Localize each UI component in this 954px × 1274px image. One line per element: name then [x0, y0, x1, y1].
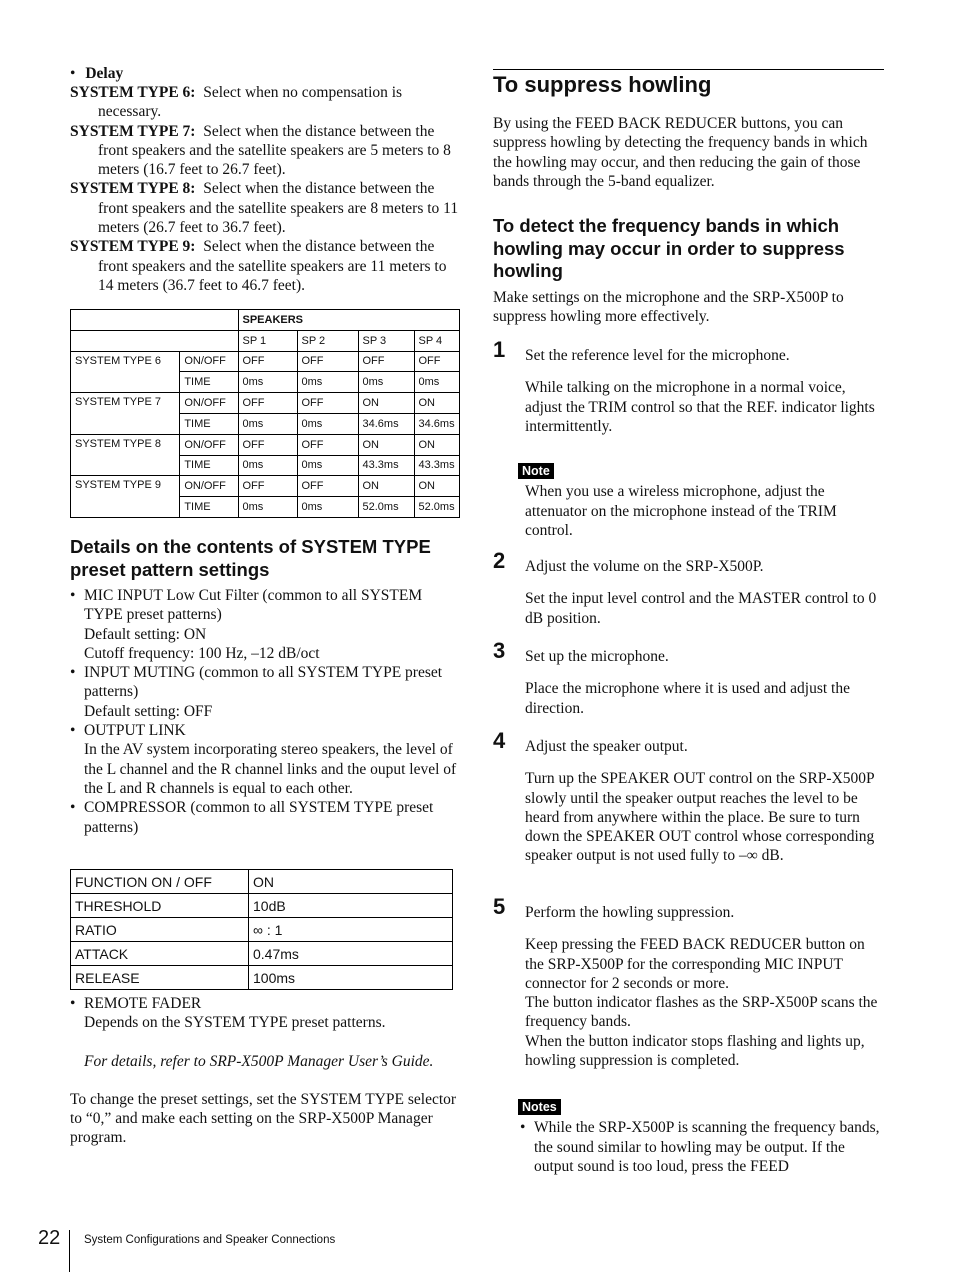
- row-label: TIME: [180, 413, 238, 434]
- delay-title: Delay: [85, 65, 124, 82]
- system-type-cell: SYSTEM TYPE 8: [71, 434, 180, 476]
- list-item: • MIC INPUT Low Cut Filter (common to all SYSTEM TYPE preset patterns) Default setting: ON Cutoff frequency: 100 Hz, –12 dB/oct: [70, 587, 423, 662]
- list-item: • While the SRP-X500P is scanning the frequency bands, the sound similar to howling may be output. If the output sound is too loud, press the FEED: [520, 1119, 880, 1175]
- table-cell: OFF: [414, 351, 460, 372]
- table-row: [71, 476, 460, 497]
- table-cell: ON: [414, 476, 460, 497]
- step-body: Set the input level control and the MASTER control to 0 dB position.: [525, 590, 877, 627]
- details-heading: [70, 536, 462, 581]
- step-title: Adjust the speaker output.: [525, 738, 688, 755]
- table-cell: ON: [358, 476, 414, 497]
- details-list: [70, 586, 462, 837]
- delay-item-6: SYSTEM TYPE 6: Select when no compensation is necessary.: [70, 84, 403, 121]
- table-row: [71, 918, 453, 942]
- system-type-cell: SYSTEM TYPE 7: [71, 393, 180, 435]
- table-cell: 0ms: [238, 372, 297, 393]
- delay-item-9: SYSTEM TYPE 9: Select when the distance between the front speakers and the satellite speakers are 11 meters to 14 meters (36.7 feet to 46.7 feet).: [70, 238, 447, 294]
- param-value: 100ms: [249, 966, 453, 990]
- details-heading-text: Details on the contents of SYSTEM TYPE preset pattern settings: [70, 536, 431, 580]
- table-row: [71, 966, 453, 990]
- note-label: Note: [518, 463, 554, 479]
- table-cell: OFF: [358, 351, 414, 372]
- table-cell: ON: [358, 393, 414, 414]
- step-number: 3: [493, 638, 506, 663]
- page-number: 22: [38, 1227, 61, 1249]
- table-cell: 0ms: [238, 455, 297, 476]
- reference-note: For details, refer to SRP-X500P Manager User’s Guide.: [84, 1052, 434, 1070]
- compressor-table: [70, 869, 453, 990]
- row-label: TIME: [180, 497, 238, 518]
- row-label: TIME: [180, 455, 238, 476]
- param-value: ∞ : 1: [249, 918, 453, 942]
- table-cell: 43.3ms: [358, 455, 414, 476]
- table-cell: 52.0ms: [414, 497, 460, 518]
- table-cell: 43.3ms: [414, 455, 460, 476]
- table-cell: 0ms: [238, 497, 297, 518]
- param-name: FUNCTION ON / OFF: [71, 870, 249, 894]
- step-body: When the button indicator stops flashing and lights up, howling suppression is completed.: [525, 1032, 865, 1070]
- param-name: RELEASE: [71, 966, 249, 990]
- param-value: 0.47ms: [249, 942, 453, 966]
- param-value: 10dB: [249, 894, 453, 918]
- step-title: Perform the howling suppression.: [525, 904, 735, 921]
- table-row: [71, 393, 460, 414]
- step-title: Set the reference level for the microphone.: [525, 347, 790, 364]
- table-cell: 52.0ms: [358, 497, 414, 518]
- step-number: 5: [493, 894, 506, 919]
- table-cell: OFF: [297, 393, 358, 414]
- table-cell: 0ms: [297, 372, 358, 393]
- table-cell: ON: [414, 434, 460, 455]
- col-header: SP 2: [297, 330, 358, 351]
- col-header: SP 3: [358, 330, 414, 351]
- table-cell: 0ms: [297, 413, 358, 434]
- step-title: Adjust the volume on the SRP-X500P.: [525, 558, 764, 575]
- subheading: To detect the frequency bands in which howling may occur in order to suppress howling: [493, 215, 845, 281]
- list-item: • OUTPUT LINK In the AV system incorporating stereo speakers, the level of the L channel and the R channel links and the ouput level of the L and R channels is equal to each other.: [70, 722, 457, 797]
- speakers-table: [70, 309, 460, 518]
- col-header: SP 1: [238, 330, 297, 351]
- row-label: TIME: [180, 372, 238, 393]
- table-cell: OFF: [297, 476, 358, 497]
- system-type-cell: SYSTEM TYPE 6: [71, 351, 180, 393]
- subintro: Make settings on the microphone and the SRP-X500P to suppress howling more effectively.: [493, 289, 844, 326]
- table-row: [71, 942, 453, 966]
- delay-item-8: SYSTEM TYPE 8: Select when the distance between the front speakers and the satellite speakers are 8 meters to 11 meters (26.7 feet to 36.7 feet).: [70, 180, 459, 237]
- step-body: Place the microphone where it is used and adjust the direction.: [525, 680, 850, 717]
- step-body: Keep pressing the FEED BACK REDUCER button on the SRP-X500P for the corresponding MIC INPUT connector for 2 seconds or more.: [525, 936, 865, 992]
- table-cell: 34.6ms: [414, 413, 460, 434]
- list-item: • INPUT MUTING (common to all SYSTEM TYPE preset patterns) Default setting: OFF: [70, 664, 443, 720]
- table-cell: ON: [358, 434, 414, 455]
- row-label: ON/OFF: [180, 351, 238, 372]
- step-number: 4: [493, 728, 506, 753]
- row-label: ON/OFF: [180, 393, 238, 414]
- notes-block: [518, 1097, 884, 1176]
- table-row: [71, 894, 453, 918]
- row-label: ON/OFF: [180, 476, 238, 497]
- table-cell: 0ms: [297, 455, 358, 476]
- param-name: THRESHOLD: [71, 894, 249, 918]
- col-header: SP 4: [414, 330, 460, 351]
- note-block: [518, 461, 884, 540]
- table-cell: 34.6ms: [358, 413, 414, 434]
- table-cell: 0ms: [297, 497, 358, 518]
- title-rule: [493, 69, 884, 70]
- speakers-rows: [71, 351, 460, 517]
- footer-section: System Configurations and Speaker Connections: [84, 1234, 336, 1246]
- change-text: To change the preset settings, set the SYSTEM TYPE selector to “0,” and make each setting on the SRP-X500P Manager program.: [70, 1090, 457, 1147]
- intro: By using the FEED BACK REDUCER buttons, you can suppress howling by detecting the frequency bands in which the howling may occur, and then reducing the gain of those bands through the 5-band equalizer.: [493, 115, 868, 190]
- table-cell: OFF: [238, 351, 297, 372]
- table-cell: OFF: [238, 434, 297, 455]
- param-value: ON: [249, 870, 453, 894]
- table-row: [71, 351, 460, 372]
- delay-items: [70, 83, 462, 295]
- delay-item-7: SYSTEM TYPE 7: Select when the distance between the front speakers and the satellite speakers are 5 meters to 8 meters (16.7 feet to 26.7 feet).: [70, 122, 451, 179]
- table-row: [71, 434, 460, 455]
- remote-fader: [70, 994, 462, 1148]
- table-cell: OFF: [238, 476, 297, 497]
- table-cell: ON: [414, 393, 460, 414]
- page-title: To suppress howling: [493, 72, 712, 97]
- note-text: When you use a wireless microphone, adjust the attenuator on the microphone instead of the TRIM control.: [525, 483, 837, 539]
- step-number: 2: [493, 548, 506, 573]
- step-title: Set up the microphone.: [525, 648, 669, 665]
- system-type-cell: SYSTEM TYPE 9: [71, 476, 180, 518]
- speakers-header: SPEAKERS: [238, 310, 460, 331]
- delay-bullet: [70, 64, 462, 83]
- step-number: 1: [493, 337, 506, 362]
- table-cell: OFF: [297, 434, 358, 455]
- param-name: ATTACK: [71, 942, 249, 966]
- footer-divider: [69, 1230, 70, 1272]
- table-cell: OFF: [297, 351, 358, 372]
- table-cell: 0ms: [414, 372, 460, 393]
- table-cell: OFF: [238, 393, 297, 414]
- step-body: The button indicator flashes as the SRP-X500P scans the frequency bands.: [525, 994, 878, 1031]
- list-item: • REMOTE FADER Depends on the SYSTEM TYPE preset patterns.: [70, 995, 386, 1032]
- table-cell: 0ms: [358, 372, 414, 393]
- step-body: Turn up the SPEAKER OUT control on the SRP-X500P slowly until the speaker output reaches the level to be heard from anywhere within the place. Be sure to turn down the SPEAKER OUT control whose corresponding speaker output is not used fully to –∞ dB.: [525, 770, 875, 865]
- table-cell: 0ms: [238, 413, 297, 434]
- table-row: [71, 870, 453, 894]
- row-label: ON/OFF: [180, 434, 238, 455]
- step-body: While talking on the microphone in a normal voice, adjust the TRIM control so that the REF. indicator lights intermittently.: [525, 379, 875, 435]
- notes-label: Notes: [518, 1099, 561, 1115]
- bullet-icon: •: [70, 65, 76, 82]
- param-name: RATIO: [71, 918, 249, 942]
- list-item: • COMPRESSOR (common to all SYSTEM TYPE preset patterns): [70, 799, 434, 836]
